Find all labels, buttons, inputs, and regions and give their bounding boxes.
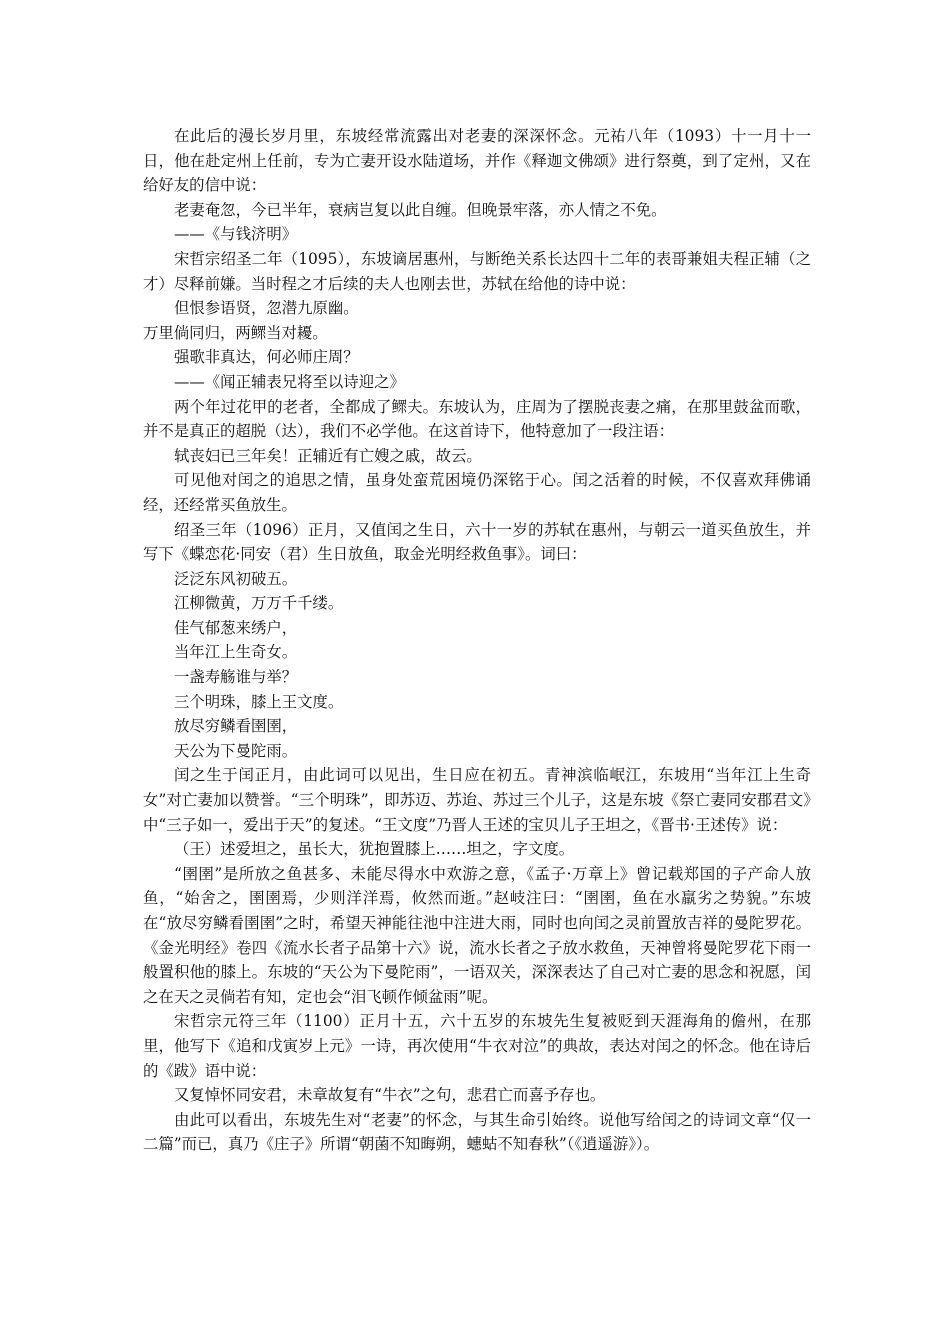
poem-line: 佳气郁葱来绣户， <box>174 618 298 637</box>
paragraph: “圉圉”是所放之鱼甚多、未能尽得水中欢游之意，《孟子·万章上》曾记载郑国的子产命人放鱼，“始舍之，圉圉焉，少则洋洋焉，攸然而逝。”赵岐注曰：“圉圉，鱼在水羸劣之势貌。”东坡在“放尽穷鳞看圉圉”之时，希望天神能往池中注进大雨，同时也向闰之灵前置放吉祥的曼陀罗花。《金光明经》卷四《流水长者子品第十六》说，流水长者之子放水救鱼，天神曾将曼陀罗花下雨一般置积他的膝上。东坡的“天公为下曼陀雨”，一语双关，深深表达了自己对亡妻的思念和祝愿，闰之在天之灵倘若有知，定也会“泪飞顿作倾盆雨”呢。 <box>143 864 811 1006</box>
paragraph: 绍圣三年（1096）正月，又值闰之生日，六十一岁的苏轼在惠州，与朝云一道买鱼放生，并写下《蝶恋花·同安（君）生日放鱼，取金光明经救鱼事》。词曰： <box>143 520 811 564</box>
quote-source: ——《与钱济明》 <box>174 225 298 244</box>
poem-line: 强歌非真达，何必师庄周？ <box>174 348 359 367</box>
quote-postscript: 又复悼怀同安君，未章故复有“牛衣”之句，悲君亡而喜予存也。 <box>174 1086 606 1105</box>
paragraph: 宋哲宗元符三年（1100）正月十五，六十五岁的东坡先生复被贬到天涯海角的儋州，在那里，他写下《追和戊寅岁上元》一诗，再次使用“牛衣对泣”的典故，表达对闰之的怀念。他在诗后的《跋》语中说： <box>143 1012 811 1080</box>
poem-line: 泛泛东风初破五。 <box>174 569 298 588</box>
paragraph: 两个年过花甲的老者，全都成了鳏夫。东坡认为，庄周为了摆脱丧妻之痛，在那里鼓盆而歌，并不是真正的超脱（达），我们不必学他。在这首诗下，他特意加了一段注语： <box>143 397 811 441</box>
paragraph: 宋哲宗绍圣二年（1095），东坡谪居惠州，与断绝关系长达四十二年的表哥兼姐夫程正辅（之才）尽释前嫌。当时程之才后续的夫人也刚去世，苏轼在给他的诗中说： <box>143 249 811 293</box>
paragraph: 由此可以看出，东坡先生对“老妻”的怀念，与其生命引始终。说他写给闰之的诗词文章“仅一二篇”而已，真乃《庄子》所谓“朝菌不知晦朔，蟪蛄不知春秋”（《逍遥游》）。 <box>143 1110 811 1154</box>
poem-line: 江柳微黄，万万千千缕。 <box>174 594 344 613</box>
poem-line: 放尽穷鳞看圉圉， <box>174 717 298 736</box>
paragraph: 在此后的漫长岁月里，东坡经常流露出对老妻的深深怀念。元祐八年（1093）十一月十一日，他在赴定州上任前，专为亡妻开设水陆道场，并作《释迦文佛颂》进行祭奠，到了定州，又在给好友的信中说： <box>143 127 811 195</box>
poem-line: 万里倘同归，两鳏当对耰。 <box>143 323 328 342</box>
poem-line: 但恨参语贤，忽潜九原幽。 <box>174 299 359 318</box>
quote-letter: 老妻奄忽，今已半年，衰病岂复以此自缠。但晚景牢落，亦人情之不免。 <box>174 200 667 219</box>
paragraph: 可见他对闰之的追思之情，虽身处蛮荒困境仍深铭于心。闰之活着的时候，不仅喜欢拜佛诵经，还经常买鱼放生。 <box>143 471 811 514</box>
poem-line: 天公为下曼陀雨。 <box>174 741 298 760</box>
poem-line: 一盏寿觞谁与举？ <box>174 668 298 687</box>
quote-source: ——《闻正辅表兄将至以诗迎之》 <box>174 372 405 391</box>
poem-line: 当年江上生奇女。 <box>174 643 298 662</box>
paragraph: 闰之生于闰正月，由此词可以见出，生日应在初五。青神滨临岷江，东坡用“当年江上生奇女”对亡妻加以赞誉。“三个明珠”，即苏迈、苏迨、苏过三个儿子，这是东坡《祭亡妻同安郡君文》中“三子如一，爱出于天”的复述。“王文度”乃晋人王述的宝贝儿子王坦之，《晋书·王述传》说： <box>143 766 811 834</box>
poem-line: 三个明珠，膝上王文度。 <box>174 692 344 711</box>
document-body <box>143 124 811 1157</box>
quote-note: 轼丧妇已三年矣！正辅近有亡嫂之戚，故云。 <box>174 446 482 465</box>
quote-jinshu: （王）述爱坦之，虽长大，犹抱置膝上……坦之，字文度。 <box>174 840 575 859</box>
